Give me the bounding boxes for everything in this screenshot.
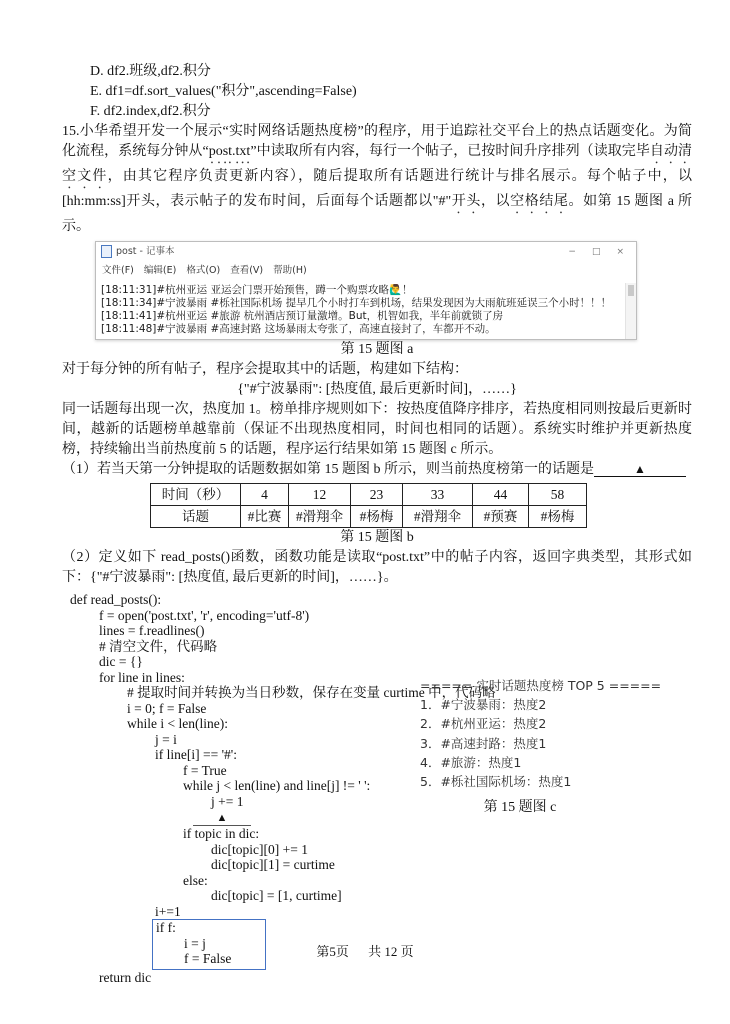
- emphasized-hash-prefix: "#"开头: [432, 194, 481, 209]
- option-d: D. df2.班级,df2.积分: [90, 64, 211, 79]
- code-line: dic[topic][1] = curtime: [211, 857, 335, 872]
- code-line: dic = {}: [99, 654, 143, 669]
- figure-c-caption: 第 15 题图 c: [483, 800, 557, 816]
- figure-b-caption: 第 15 题图 b: [340, 530, 414, 545]
- question-1-line: [62, 460, 692, 480]
- emphasized-auto-clear: 自动清空文件: [62, 144, 693, 184]
- table-cell: 时间（秒）: [151, 484, 241, 506]
- table-row: [151, 506, 587, 528]
- code-line: dic[topic] = [1, curtime]: [211, 888, 342, 903]
- table-cell: 44: [473, 484, 529, 506]
- scrollbar-thumb[interactable]: [628, 285, 634, 296]
- q15-intro-paragraph: [62, 122, 692, 237]
- code-line: dic[topic][0] += 1: [211, 841, 308, 857]
- table-cell: 12: [289, 484, 351, 506]
- table-cell: 4: [241, 484, 289, 506]
- post-line: [18:11:34]#宁波暴雨 #栎社国际机场 提早几个小时打车到机场，结果发现因为大雨航班延误三个小时！！！: [101, 297, 612, 309]
- minimize-icon[interactable]: −: [568, 246, 576, 257]
- code-line: i+=1: [155, 903, 181, 919]
- option-f: F. df2.index,df2.积分: [90, 104, 211, 119]
- page-number: 第5页: [316, 944, 349, 959]
- menu-file[interactable]: 文件(F): [102, 265, 134, 276]
- table-cell: #杨梅: [529, 506, 587, 528]
- code-line: if line[i] == '#':: [155, 747, 237, 762]
- intro-text-5: 。如第 15 题图 a 所示。: [62, 194, 693, 234]
- table-cell: 23: [351, 484, 403, 506]
- table-cell: 58: [529, 484, 587, 506]
- notepad-menubar: [96, 260, 636, 283]
- code-line: while j < len(line) and line[j] != ' ':: [183, 778, 371, 793]
- code-comment: # 提取时间并转换为当日秒数，保存在变量 curtime 中，代码略: [127, 685, 496, 700]
- code-line: else:: [183, 872, 208, 888]
- menu-help[interactable]: 帮助(H): [273, 265, 307, 276]
- page-footer: [0, 942, 730, 962]
- question-1-text: （1）若当天第一分钟提取的话题数据如第 15 题图 b 所示，则当前热度榜第一的话题是: [62, 462, 594, 477]
- table-cell: #预赛: [473, 506, 529, 528]
- ranking-rules-paragraph: 同一话题每出现一次，热度加 1。榜单排序规则如下：按热度值降序排序，若热度相同则按最后更新时间，越新的话题榜单越靠前（保证不出现热度相同，时间也相同的话题）。系统实时维护并更新热度榜，持续输出当前热度前 5 的话题，程序运行结果如第 15 题图 c 所示。: [62, 402, 692, 457]
- code-line: if f:: [156, 920, 176, 935]
- scrollbar[interactable]: [625, 283, 636, 339]
- console-rank-item: 2．#杭州亚运：热度2: [420, 716, 547, 732]
- console-rank-item: 4．#旅游：热度1: [420, 754, 522, 770]
- code-line: while i < len(line):: [127, 716, 228, 731]
- code-line: j = i: [155, 731, 177, 747]
- notepad-window-title: post - 记事本: [116, 245, 175, 257]
- table-cell: #滑翔伞: [403, 506, 473, 528]
- notepad-app-icon: [101, 245, 112, 258]
- post-line: [18:11:41]#杭州亚运 #旅游 杭州酒店预订量激增。But，机智如我，半年前就锁了房: [101, 310, 504, 322]
- structure-intro: 对于每分钟的所有帖子，程序会提取其中的话题，构建如下结构：: [62, 362, 468, 377]
- close-icon[interactable]: ×: [616, 246, 624, 257]
- code-line: f = True: [183, 762, 227, 778]
- console-rank-item: 5．#栎社国际机场：热度1: [420, 774, 572, 790]
- menu-format[interactable]: 格式(O): [186, 265, 221, 276]
- intro-text-3: ，由其它程序负责更新内容），随后提取所有话题进行统计与排名展示。每个帖子中，以[hh:mm:ss]开头，表示帖子的发布时间，后面每个话题都以: [62, 169, 693, 209]
- post-line: [18:11:48]#宁波暴雨 #高速封路 这场暴雨太夸张了，高速直接封了，车都开不动。: [101, 323, 496, 335]
- notepad-text-area[interactable]: [96, 283, 636, 339]
- intro-text-2: ”中读取所有内容，每行一个帖子，已按时间升序排列（读取完毕: [250, 144, 650, 159]
- page-total: 共 12 页: [368, 944, 414, 959]
- menu-view[interactable]: 查看(V): [230, 265, 264, 276]
- menu-edit[interactable]: 编辑(E): [143, 265, 177, 276]
- emphasized-post-txt: post.txt: [208, 144, 251, 159]
- figure-a-caption: 第 15 题图 a: [340, 342, 414, 357]
- code-line: return dic: [99, 969, 152, 985]
- maximize-icon[interactable]: □: [591, 246, 601, 257]
- code-line: if topic in dic:: [183, 826, 260, 841]
- table-cell: 话题: [151, 506, 241, 528]
- code-line: for line in lines:: [99, 669, 185, 685]
- table-row: [151, 484, 587, 506]
- code-line: j += 1: [211, 793, 244, 809]
- post-line: [18:11:31]#杭州亚运 亚运会门票开始预售，蹲一个购票攻略🙋‍♂！: [101, 284, 413, 296]
- code-line: lines = f.readlines(): [99, 623, 205, 638]
- emphasized-space-suffix: 空格结尾: [510, 194, 569, 209]
- window-controls: [568, 242, 632, 262]
- figure-b-table: [150, 483, 587, 528]
- console-output: [420, 676, 696, 817]
- blank-triangle: ▲: [216, 812, 228, 824]
- table-cell: 33: [403, 484, 473, 506]
- intro-text-4: ，以: [480, 194, 511, 209]
- table-cell: #杨梅: [351, 506, 403, 528]
- table-cell: #比赛: [241, 506, 289, 528]
- answer-options: [90, 62, 692, 122]
- code-line: def read_posts():: [70, 592, 162, 607]
- option-e: E. df1=df.sort_values("积分",ascending=False): [90, 84, 357, 99]
- code-answer-blank: [193, 812, 251, 826]
- code-line: f = open('post.txt', 'r', encoding='utf-8'): [99, 607, 310, 623]
- code-line: i = 0; f = False: [127, 700, 207, 716]
- notepad-window: [95, 241, 637, 340]
- dict-structure-line: {"#宁波暴雨": [热度值, 最后更新时间]，……}: [237, 382, 517, 397]
- code-comment: # 清空文件，代码略: [99, 638, 218, 654]
- table-cell: #滑翔伞: [289, 506, 351, 528]
- blank-triangle: ▲: [634, 462, 646, 476]
- console-header: ===== 实时话题热度榜 TOP 5 =====: [420, 678, 662, 693]
- code-line: f = False: [184, 951, 232, 966]
- console-rank-item: 1．#宁波暴雨：热度2: [420, 697, 547, 713]
- answer-blank: [594, 463, 686, 477]
- question-2-text: （2）定义如下 read_posts()函数，函数功能是读取“post.txt”中的帖子内容，返回字典类型，其形式如下：{"#宁波暴雨": [热度值, 最后更新的时间]，……}。: [62, 550, 692, 585]
- code-line: i = j: [184, 935, 206, 951]
- notepad-titlebar: [96, 242, 636, 260]
- intro-text-1: 15.小华希望开发一个展示“实时网络话题热度榜”的程序，用于追踪社交平台上的热点话题变化。为简化流程，系统每分钟从“: [62, 124, 692, 159]
- console-rank-item: 3．#高速封路：热度1: [420, 735, 547, 751]
